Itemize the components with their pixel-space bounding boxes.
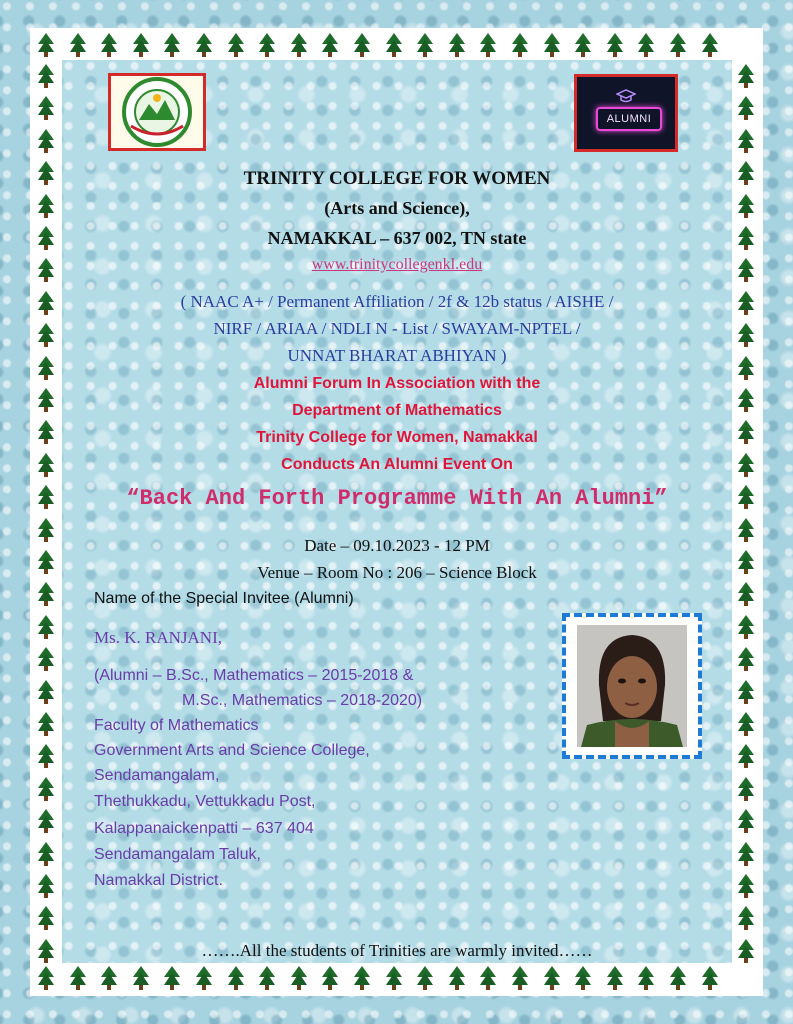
tree-icon [70,966,86,990]
tree-icon [38,939,54,963]
tree-icon [38,388,54,412]
tree-icon [544,33,560,57]
tree-icon [38,161,54,185]
tree-icon [738,485,754,509]
tree-icon [670,966,686,990]
tree-icon [38,712,54,736]
tree-icon [702,33,718,57]
tree-icon [738,420,754,444]
event-date: Date – 09.10.2023 - 12 PM [304,536,490,555]
tree-icon [38,420,54,444]
invitee-photo-frame [562,613,702,759]
tree-icon [38,966,54,990]
tree-icon [738,226,754,250]
college-seal-icon [111,76,203,148]
tree-icon [480,966,496,990]
tree-icon [449,966,465,990]
tree-icon [38,680,54,704]
tree-icon [164,33,180,57]
event-intro-line-2: Department of Mathematics [292,402,502,419]
tree-icon [738,906,754,930]
tree-icon [259,966,275,990]
tree-icon [38,33,54,57]
tree-icon [738,518,754,542]
tree-icon [738,96,754,120]
tree-icon [38,96,54,120]
tree-icon [322,966,338,990]
tree-icon [386,33,402,57]
tree-icon [738,712,754,736]
tree-icon [738,744,754,768]
tree-icon [38,518,54,542]
invitee-qualification-1: (Alumni – B.Sc., Mathematics – 2015-2018 & [94,667,414,684]
tree-icon [38,323,54,347]
tree-icon [417,966,433,990]
accreditation-line-2: NIRF / ARIAA / NDLI N - List / SWAYAM-NPTEL / [213,319,581,338]
tree-icon [291,966,307,990]
tree-icon [738,809,754,833]
tree-icon [738,129,754,153]
tree-icon [38,744,54,768]
tree-icon [738,323,754,347]
event-intro-line-3: Trinity College for Women, Namakkal [256,429,538,446]
tree-icon [738,64,754,88]
tree-icon [738,874,754,898]
invitee-name: Ms. K. RANJANI, [94,628,222,647]
tree-icon [196,966,212,990]
college-stream: (Arts and Science), [324,198,470,218]
accreditation-line-3: UNNAT BHARAT ABHIYAN ) [287,346,507,365]
tree-icon [38,550,54,574]
tree-icon [738,582,754,606]
tree-icon [38,453,54,477]
tree-icon [738,453,754,477]
invitee-heading: Name of the Special Invitee (Alumni) [94,590,354,607]
tree-icon [228,966,244,990]
tree-icon [38,582,54,606]
tree-icon [133,33,149,57]
invitee-address-line-5: Kalappanaickenpatti – 637 404 [94,820,314,837]
tree-icon [512,33,528,57]
footer-invitation: …….All the students of Trinities are warmly invited…… [201,941,593,960]
tree-icon [133,966,149,990]
invitee-address-line-6: Sendamangalam Taluk, [94,846,261,863]
alumni-badge-text: ALUMNI [596,107,662,131]
tree-icon [354,33,370,57]
tree-icon [738,615,754,639]
tree-icon [738,939,754,963]
alumni-badge [574,74,678,152]
tree-icon [575,33,591,57]
tree-icon [512,966,528,990]
graduation-cap-icon [616,89,636,103]
tree-icon [738,550,754,574]
invitee-address-line-3: Sendamangalam, [94,767,220,784]
tree-icon [38,194,54,218]
tree-icon [738,388,754,412]
invitee-address-line-1: Faculty of Mathematics [94,717,259,734]
person-portrait-icon [577,625,687,747]
tree-icon [291,33,307,57]
tree-icon [738,258,754,282]
tree-icon [738,680,754,704]
event-intro-line-4: Conducts An Alumni Event On [281,456,513,473]
tree-icon [386,966,402,990]
tree-icon [738,647,754,671]
tree-icon [738,842,754,866]
college-logo [108,73,206,151]
tree-icon [738,356,754,380]
tree-icon [38,874,54,898]
tree-icon [70,33,86,57]
invitee-address-line-7: Namakkal District. [94,872,223,889]
tree-icon [738,194,754,218]
accreditation-line-1: ( NAAC A+ / Permanent Affiliation / 2f & 12b status / AISHE / [180,292,614,311]
tree-icon [38,226,54,250]
college-address: NAMAKKAL – 637 002, TN state [267,228,527,248]
college-name: TRINITY COLLEGE FOR WOMEN [243,168,551,189]
tree-icon [607,966,623,990]
invitee-photo [577,625,687,747]
event-venue: Venue – Room No : 206 – Science Block [257,563,537,582]
invitee-address-line-2: Government Arts and Science College, [94,742,370,759]
tree-icon [101,33,117,57]
tree-icon [738,777,754,801]
tree-icon [322,33,338,57]
tree-icon [196,33,212,57]
tree-icon [670,33,686,57]
tree-icon [38,356,54,380]
tree-icon [38,615,54,639]
tree-icon [544,966,560,990]
tree-icon [638,966,654,990]
tree-icon [38,291,54,315]
tree-icon [480,33,496,57]
tree-icon [38,842,54,866]
tree-icon [417,33,433,57]
tree-icon [738,161,754,185]
tree-icon [228,33,244,57]
tree-icon [702,966,718,990]
tree-icon [575,966,591,990]
tree-icon [259,33,275,57]
tree-icon [38,906,54,930]
tree-icon [38,64,54,88]
tree-icon [38,485,54,509]
tree-icon [38,777,54,801]
tree-icon [38,647,54,671]
event-intro-line-1: Alumni Forum In Association with the [253,375,541,392]
tree-icon [164,966,180,990]
invitee-qualification-2: M.Sc., Mathematics – 2018-2020) [182,692,423,709]
tree-icon [38,129,54,153]
tree-icon [354,966,370,990]
tree-icon [738,291,754,315]
tree-icon [38,809,54,833]
college-website-link[interactable]: www.trinitycollegenkl.edu [311,256,483,273]
event-title: “Back And Forth Programme With An Alumni” [126,486,668,511]
tree-icon [38,258,54,282]
tree-icon [449,33,465,57]
invitee-address-line-4: Thethukkadu, Vettukkadu Post, [94,793,316,810]
tree-icon [607,33,623,57]
tree-icon [638,33,654,57]
tree-icon [101,966,117,990]
